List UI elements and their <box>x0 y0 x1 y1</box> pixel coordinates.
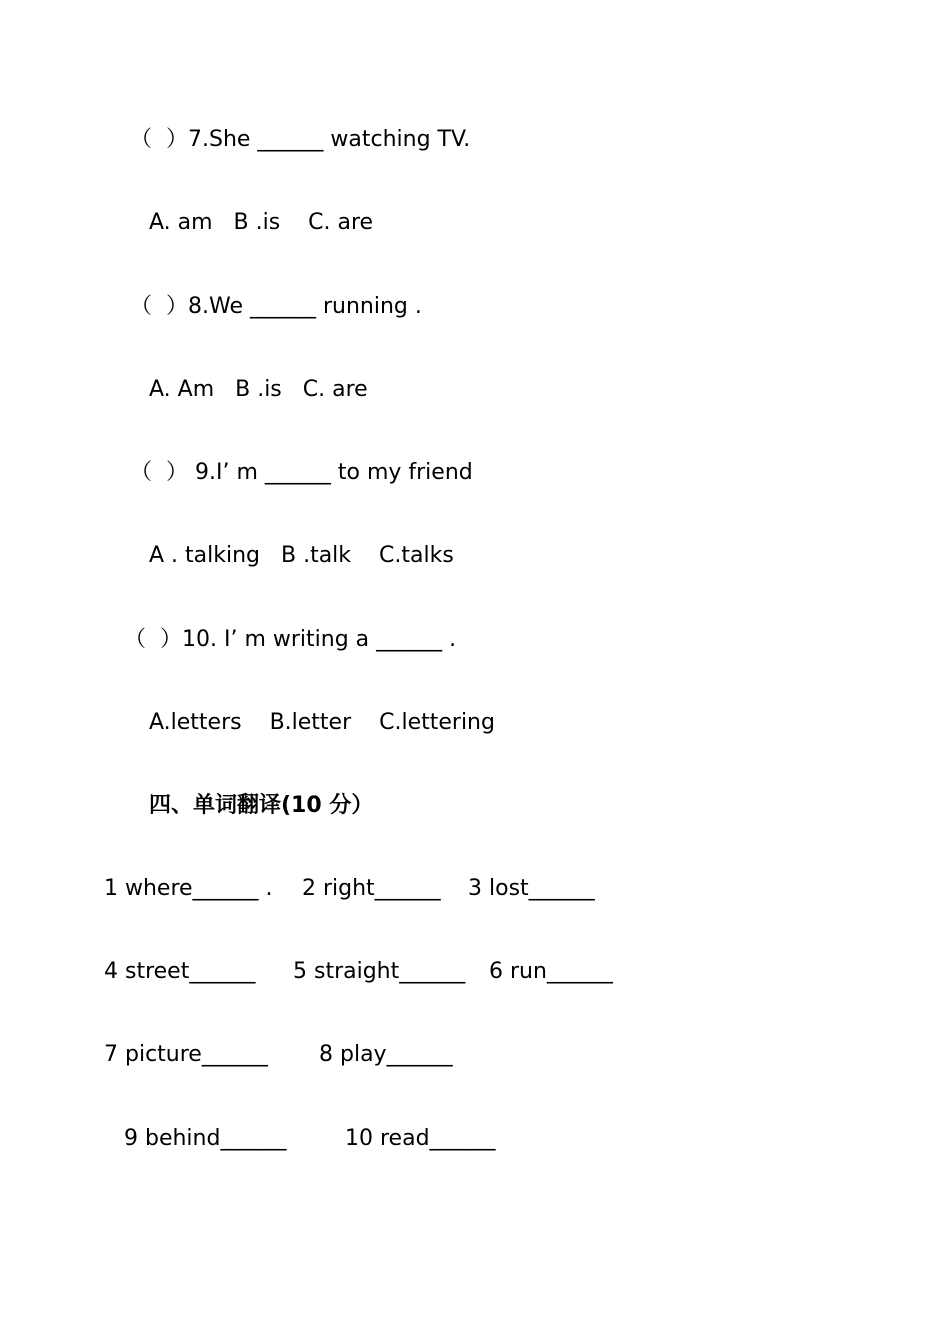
vocab-item-7: 7 picture______ <box>104 1042 268 1067</box>
vocab-item-4: 4 street______ <box>104 959 256 984</box>
question-7-options: A. am B .is C. are <box>149 210 374 235</box>
vocab-item-6: 6 run______ <box>489 959 613 984</box>
vocab-item-1: 1 where______ . <box>104 876 273 901</box>
question-10-options: A.letters B.letter C.lettering <box>149 710 495 735</box>
vocab-item-3: 3 lost______ <box>468 876 595 901</box>
question-10-stem: （ ）10. I’ m writing a ______ . <box>124 627 457 652</box>
question-8-stem: （ ）8.We ______ running . <box>130 294 422 319</box>
question-9-stem: （ ） 9.I’ m ______ to my friend <box>130 460 473 485</box>
vocab-item-5: 5 straight______ <box>293 959 466 984</box>
question-7-stem: （ ）7.She ______ watching TV. <box>130 127 471 152</box>
vocab-item-8: 8 play______ <box>319 1042 453 1067</box>
vocab-item-10: 10 read______ <box>345 1126 496 1151</box>
vocab-item-2: 2 right______ <box>302 876 441 901</box>
question-9-options: A . talking B .talk C.talks <box>149 543 454 568</box>
vocab-item-9: 9 behind______ <box>124 1126 287 1151</box>
section-four-heading: 四、单词翻译(10 分） <box>149 793 374 818</box>
question-8-options: A. Am B .is C. are <box>149 377 368 402</box>
